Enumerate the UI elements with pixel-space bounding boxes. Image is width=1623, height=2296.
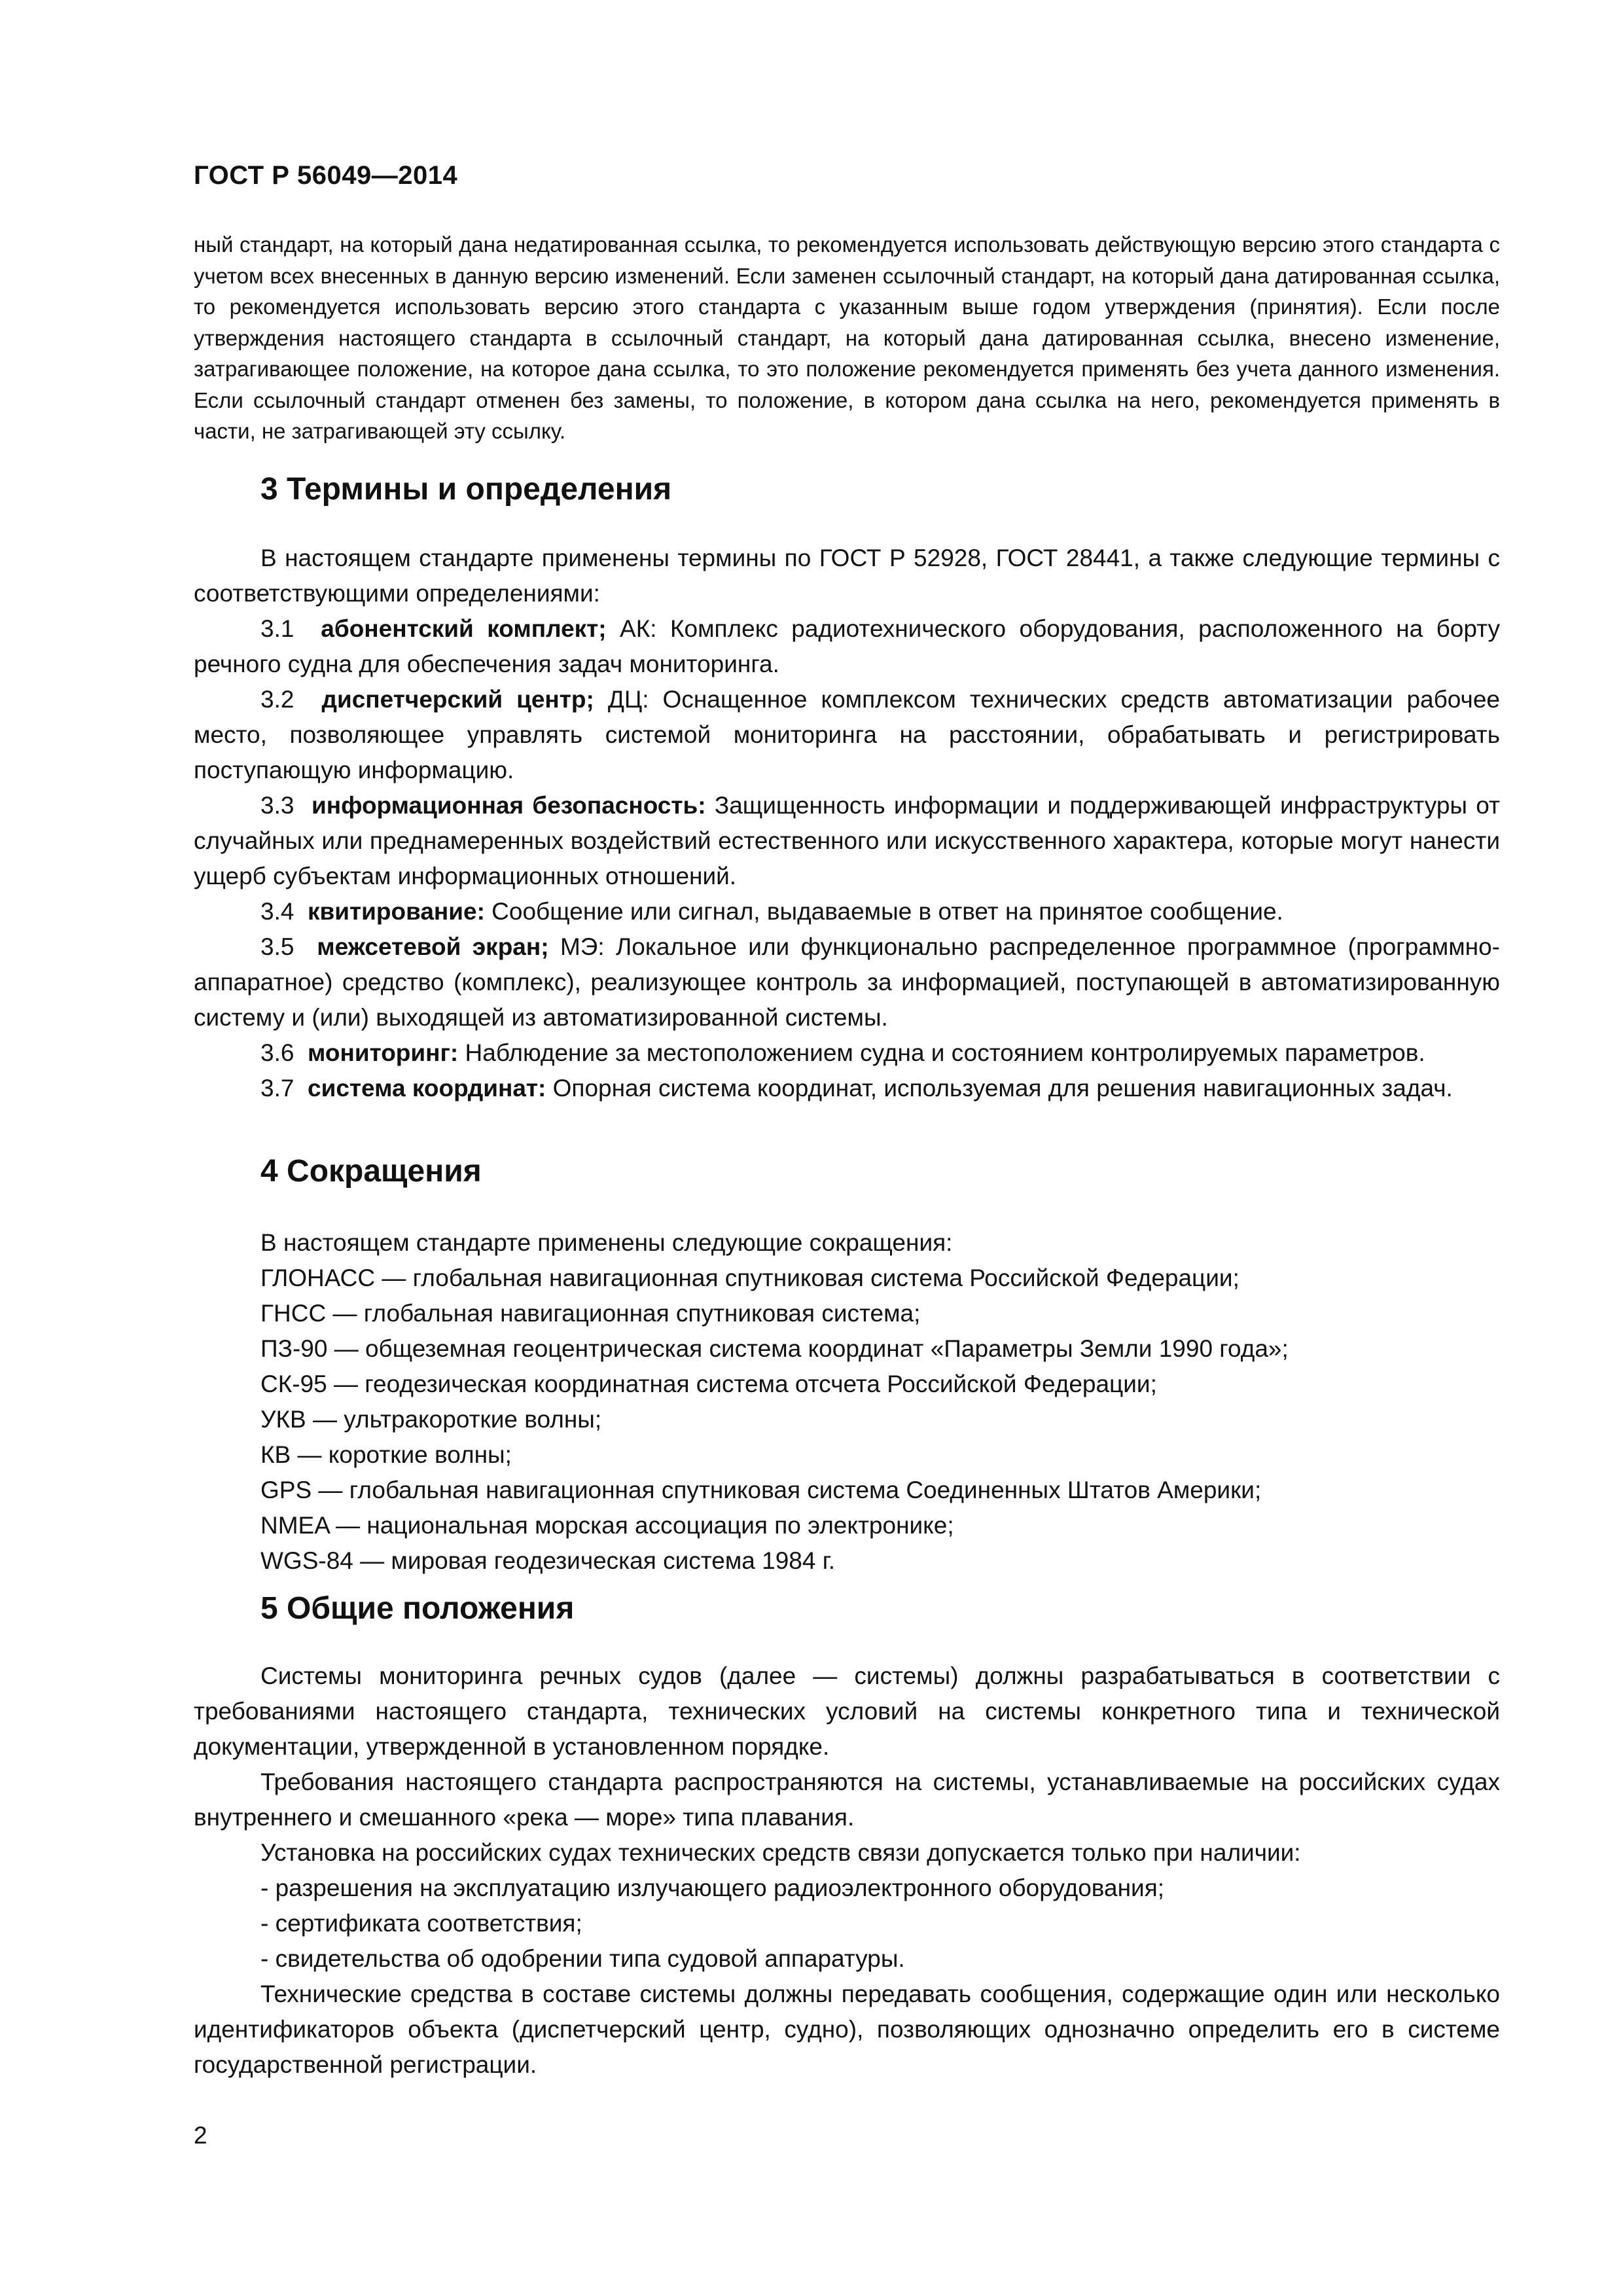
section-5-heading: 5 Общие положения xyxy=(260,1591,575,1626)
intro-paragraph: ный стандарт, на который дана недатированная ссылка, то рекомендуется использовать действующую версию этого стандарта с учетом всех внесенных в данную версию изменений. Если заменен ссылочный стандарт, на который дана датированная ссылка, то рекомендуется использовать версию этого стандарта с указанным выше годом утверждения (принятия). Если после утверждения настоящего стандарта в ссылочный стандарт, на который дана датированная ссылка, внесено изменение, затрагивающее положение, на которое дана ссылка, то это положение рекомендуется применять без учета данного изменения. Если ссылочный стандарт отменен без замены, то положение, в котором дана ссылка на него, рекомендуется применять в части, не затрагивающей эту ссылку. xyxy=(194,232,1500,443)
term-definition: Защищенность информации и поддерживающей инфраструктуры от случайных или преднамеренных воздействий естественного или искусственного характера, которые могут нанести ущерб субъектам информационных отношений. xyxy=(194,792,1501,889)
abbreviations-lead: В настоящем стандарте применены следующие сокращения: xyxy=(260,1229,953,1256)
term-definition: МЭ: Локальное или функционально распределенное программное (программно-аппаратное) средство (комплекс), реализующее контроль за информацией, поступающей в автоматизированную систему и (или) выходящей из автоматизированной системы. xyxy=(194,933,1501,1031)
section-3-lead: В настоящем стандарте применены термины по ГОСТ Р 52928, ГОСТ 28441, а также следующие термины с соответствующими определениями: xyxy=(194,545,1500,607)
term-name: квитирование: xyxy=(308,898,485,925)
list-item: GPS — глобальная навигационная спутниковая система Соединенных Штатов Америки; xyxy=(260,1477,1262,1503)
list-item: NMEA — национальная морская ассоциация по электронике; xyxy=(260,1512,954,1539)
term-definition: ДЦ: Оснащенное комплексом технических средств автоматизации рабочее место, позволяющее управлять системой мониторинга на расстоянии, обрабатывать и регистрировать поступающую информацию. xyxy=(194,686,1500,783)
term-3-6: 3.6 мониторинг: Наблюдение за местоположением судна и состоянием контролируемых параметров. xyxy=(260,1039,1425,1066)
list-item: - свидетельства об одобрении типа судовой аппаратуры. xyxy=(260,1945,905,1972)
list-item: ГНСС — глобальная навигационная спутниковая система; xyxy=(260,1300,921,1327)
list-item: - сертификата соответствия; xyxy=(260,1910,582,1937)
section-5-paragraph: Технические средства в составе системы должны передавать сообщения, содержащие один или несколько идентификаторов объекта (диспетчерский центр, судно), позволяющих однозначно определить его в системе государственной регистрации. xyxy=(194,1981,1500,2078)
term-3-7: 3.7 система координат: Опорная система координат, используемая для решения навигационных задач. xyxy=(260,1075,1453,1102)
abbreviations-list xyxy=(260,1225,1500,1579)
list-item: ПЗ-90 — общеземная геоцентрическая система координат «Параметры Земли 1990 года»; xyxy=(260,1335,1289,1362)
term-name: информационная безопасность: xyxy=(311,792,706,819)
section-5-paragraph: Установка на российских судах технических средств связи допускается только при наличии: xyxy=(260,1839,1301,1866)
term-3-1: 3.1 абонентский комплект; АК: Комплекс радиотехнического оборудования, расположенного на борту речного судна для обеспечения задач мониторинга. xyxy=(194,615,1500,677)
term-definition: Наблюдение за местоположением судна и состоянием контролируемых параметров. xyxy=(458,1039,1425,1066)
list-item: ГЛОНАСС — глобальная навигационная спутниковая система Российской Федерации; xyxy=(260,1265,1240,1291)
document-header: ГОСТ Р 56049—2014 xyxy=(194,161,458,190)
term-name: диспетчерский центр; xyxy=(321,686,594,713)
list-item: КВ — короткие волны; xyxy=(260,1441,512,1468)
term-3-3: 3.3 информационная безопасность: Защищенность информации и поддерживающей инфраструктуры от случайных или преднамеренных воздействий естественного или искусственного характера, которые могут нанести ущерб субъектам информационных отношений. xyxy=(194,792,1501,889)
term-3-5: 3.5 межсетевой экран; МЭ: Локальное или функционально распределенное программное (программно-аппаратное) средство (комплекс), реализующее контроль за информацией, поступающей в автоматизированную систему и (или) выходящей из автоматизированной системы. xyxy=(194,933,1501,1031)
list-item: УКВ — ультракороткие волны; xyxy=(260,1406,602,1433)
section-3-heading: 3 Термины и определения xyxy=(260,472,672,507)
list-item: СК-95 — геодезическая координатная система отсчета Российской Федерации; xyxy=(260,1371,1157,1397)
section-4-heading: 4 Сокращения xyxy=(260,1154,482,1189)
page-number: 2 xyxy=(194,2122,207,2149)
term-3-4: 3.4 квитирование: Сообщение или сигнал, выдаваемые в ответ на принятое сообщение. xyxy=(260,898,1283,925)
section-5-paragraph: Требования настоящего стандарта распространяются на системы, устанавливаемые на российских судах внутреннего и смешанного «река — море» типа плавания. xyxy=(194,1768,1500,1831)
term-name: абонентский комплект; xyxy=(321,615,607,642)
list-item: WGS-84 — мировая геодезическая система 1984 г. xyxy=(260,1547,835,1574)
section-5-body xyxy=(194,1659,1500,2083)
term-3-2: 3.2 диспетчерский центр; ДЦ: Оснащенное комплексом технических средств автоматизации рабочее место, позволяющее управлять системой мониторинга на расстоянии, обрабатывать и регистрировать поступающую информацию. xyxy=(194,686,1500,783)
term-definition: Сообщение или сигнал, выдаваемые в ответ на принятое сообщение. xyxy=(484,898,1283,925)
list-item: - разрешения на эксплуатацию излучающего радиоэлектронного оборудования; xyxy=(260,1874,1165,1901)
term-name: система координат: xyxy=(308,1075,546,1102)
term-definition: АК: Комплекс радиотехнического оборудования, расположенного на борту речного судна для обеспечения задач мониторинга. xyxy=(194,615,1500,677)
term-name: межсетевой экран; xyxy=(317,933,549,960)
term-definition: Опорная система координат, используемая для решения навигационных задач. xyxy=(546,1075,1453,1102)
term-name: мониторинг: xyxy=(308,1039,459,1066)
section-3-body xyxy=(194,541,1500,1106)
section-5-paragraph: Системы мониторинга речных судов (далее — системы) должны разрабатываться в соответствии с требованиями настоящего стандарта, технических условий на системы конкретного типа и технической документации, утвержденной в установленном порядке. xyxy=(194,1662,1500,1760)
